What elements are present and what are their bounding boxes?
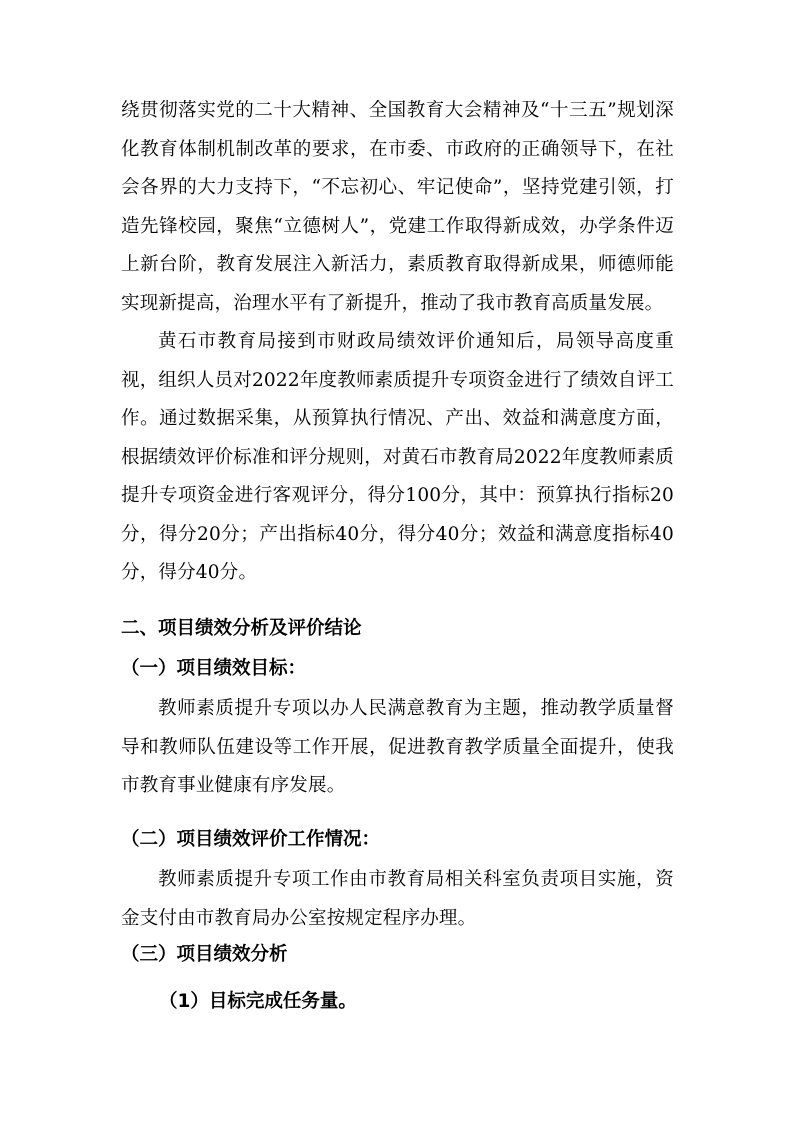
body-paragraph-evaluation-work: 教师素质提升专项工作由市教育局相关科室负责项目实施，资金支付由市教育局办公室按规定程序办理。 xyxy=(121,869,674,929)
item-heading-task-completion: （1）目标完成任务量。 xyxy=(159,991,357,1012)
body-paragraph-goals: 教师素质提升专项以办人民满意教育为主题，推动教学质量督导和教师队伍建设等工作开展，促进教育教学质量全面提升，使我市教育事业健康有序发展。 xyxy=(121,698,674,796)
subsection-heading-analysis: （三）项目绩效分析 xyxy=(121,944,288,965)
section-heading-performance-analysis: 二、项目绩效分析及评价结论 xyxy=(121,618,362,639)
body-paragraph-self-evaluation: 黄石市教育局接到市财政局绩效评价通知后，局领导高度重视，组织人员对2022年度教师素质提升专项资金进行了绩效自评工作。通过数据采集，从预算执行情况、产出、效益和满意度方面，根据绩效评价标准和评分规则，对黄石市教育局2022年度教师素质提升专项资金进行客观评分，得分100分，其中：预算执行指标20分，得分20分；产出指标40分，得分40分；效益和满意度指标40分，得分40分。 xyxy=(121,331,674,583)
subsection-heading-goals: （一）项目绩效目标： xyxy=(121,658,307,679)
body-paragraph-intro: 绕贯彻落实党的二十大精神、全国教育大会精神及“十三五”规划深化教育体制机制改革的要求，在市委、市政府的正确领导下，在社会各界的大力支持下，“不忘初心、牢记使命”，坚持党建引领，打造先锋校园，聚焦“立德树人”，党建工作取得新成效，办学条件迈上新台阶，教育发展注入新活力，素质教育取得新成果，师德师能实现新提高，治理水平有了新提升，推动了我市教育高质量发展。 xyxy=(121,100,674,314)
subsection-heading-evaluation-work: （二）项目绩效评价工作情况： xyxy=(121,829,381,850)
